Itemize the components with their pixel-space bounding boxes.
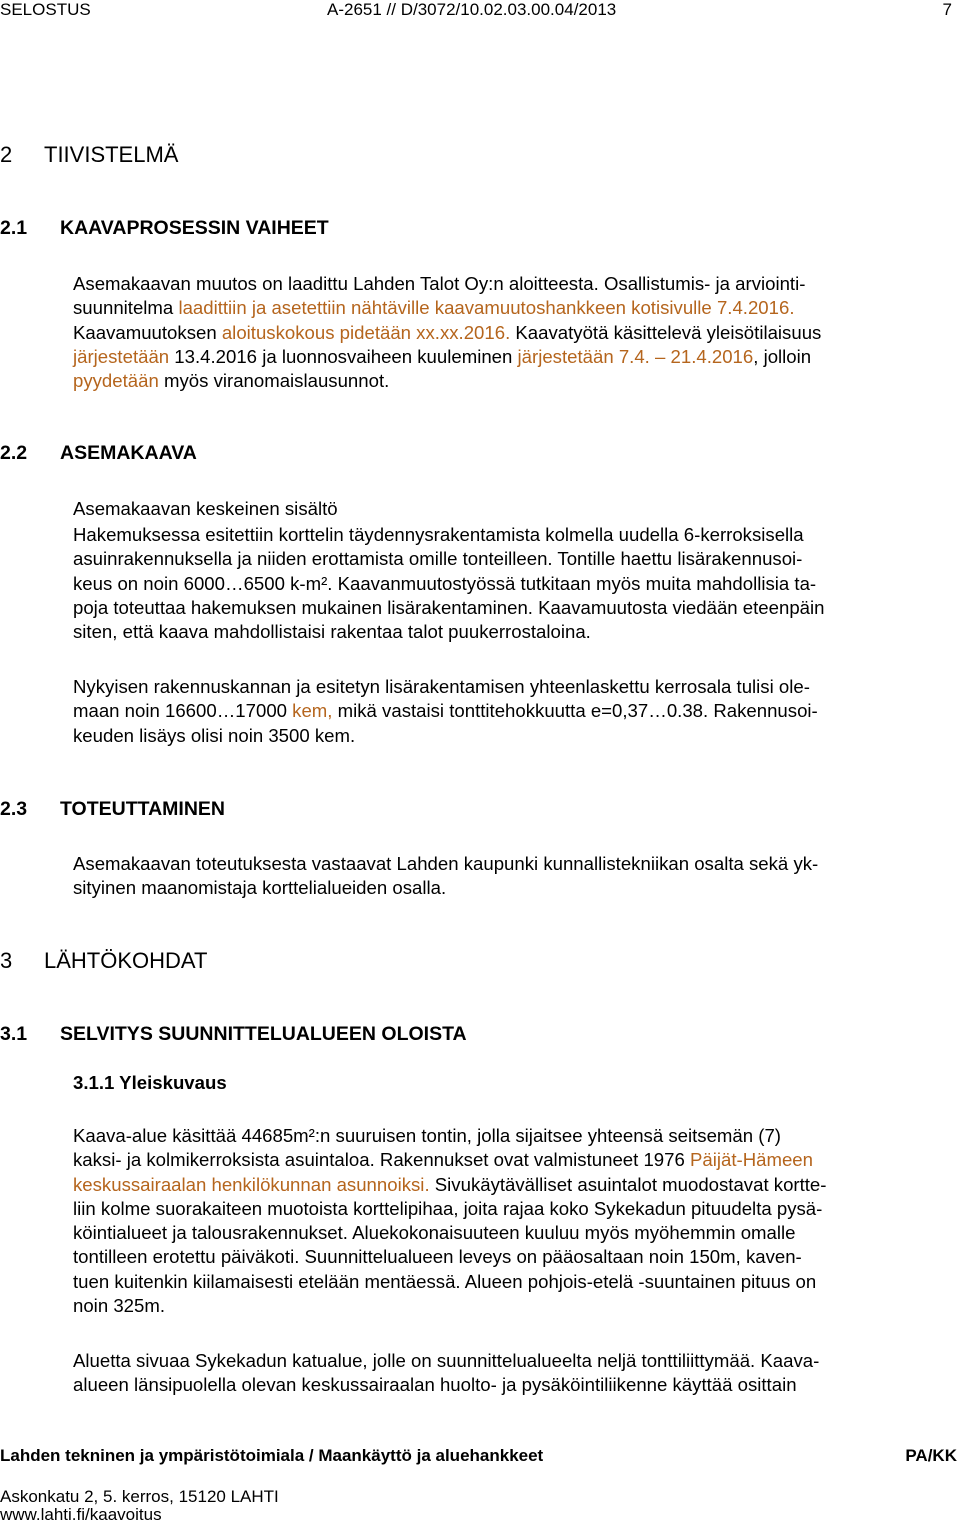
paragraph-yleiskuvaus xyxy=(73,1124,826,1318)
text-line: tuen kuitenkin kiilamaisesti etelään mentäessä. Alueen pohjois-etelä -suuntainen pituus on xyxy=(73,1270,817,1292)
footer-initials: PA/KK xyxy=(905,1446,957,1465)
text-line: keskussairaalan henkilökunnan asunnoiksi. Sivukäytävälliset asuintalot muodostavat kortte- xyxy=(73,1173,827,1195)
section-heading-2-1: 2.1 KAAVAPROSESSIN VAIHEET xyxy=(0,217,329,239)
text-line: asuinrakennuksella ja niiden erottamista omille tonteilleen. Tontille haettu lisärakennusoi- xyxy=(73,548,803,570)
text-line: suunnitelma laadittiin ja asetettiin nähtäville kaavamuutoshankkeen kotisivulle 7.4.2016. xyxy=(73,297,795,319)
paragraph-sykekatu xyxy=(73,1349,819,1398)
section-title: TOTEUTTAMINEN xyxy=(60,798,226,820)
section-title: KAAVAPROSESSIN VAIHEET xyxy=(60,217,329,239)
text-line: tontilleen erotettu päiväkoti. Suunnittelualueen leveys on pääosaltaan noin 150m, kaven- xyxy=(73,1246,802,1268)
text-line: Aluetta sivuaa Sykekadun katualue, jolle on suunnittelualueelta neljä tonttiliittymää. Kaava- xyxy=(73,1350,820,1371)
section-heading-3: 3 LÄHTÖKOHDAT xyxy=(0,948,208,973)
text-line: Hakemuksessa esitettiin korttelin täydennysrakentamista kolmella uudella 6-kerroksisella xyxy=(73,524,804,545)
text-line: Kaava-alue käsittää 44685m²:n suuruisen tontin, jolla sijaitsee yhteensä seitsemän (7) xyxy=(73,1125,781,1146)
header-doc-type: SELOSTUS xyxy=(0,0,91,19)
text-line: noin 325m. xyxy=(73,1295,165,1317)
section-title: SELVITYS SUUNNITTELUALUEEN OLOISTA xyxy=(60,1023,467,1045)
footer-website-link[interactable]: www.lahti.fi/kaavoitus xyxy=(0,1505,162,1524)
paragraph-kaavaprosessi xyxy=(73,272,821,393)
section-heading-2-3: 2.3 TOTEUTTAMINEN xyxy=(0,798,226,820)
subheading-keskeinen-sisalto: Asemakaavan keskeinen sisältö xyxy=(73,498,338,519)
text-line: pyydetään myös viranomaislausunnot. xyxy=(73,370,390,392)
section-title: ASEMAKAAVA xyxy=(60,442,197,464)
footer-organization: Lahden tekninen ja ympäristötoimiala / Maankäyttö ja aluehankkeet xyxy=(0,1446,544,1465)
paragraph-hakemus xyxy=(73,523,824,644)
text-line: Asemakaavan muutos on laadittu Lahden Talot Oy:n aloitteesta. Osallistumis- ja arviointi- xyxy=(73,273,806,294)
text-line: Kaavamuutoksen aloituskokous pidetään xx.xx.2016. Kaavatyötä käsittelevä yleisötilaisuus xyxy=(73,321,822,343)
text-line: järjestetään 13.4.2016 ja luonnosvaiheen kuuleminen järjestetään 7.4. – 21.4.2016, jolloin xyxy=(73,345,812,367)
text-line: siten, että kaava mahdollistaisi rakentaa talot puukerrostaloina. xyxy=(73,621,591,643)
header-page-number: 7 xyxy=(942,0,952,19)
text-line: Asemakaavan toteutuksesta vastaavat Lahden kaupunki kunnallistekniikan osalta sekä yk- xyxy=(73,853,819,874)
text-line: sityinen maanomistaja korttelialueiden osalla. xyxy=(73,877,447,899)
text-line: Nykyisen rakennuskannan ja esitetyn lisärakentamisen yhteenlaskettu kerrosala tulisi ole- xyxy=(73,676,810,697)
text-line: kaksi- ja kolmikerroksista asuintaloa. Rakennukset ovat valmistuneet 1976 Päijät-Hämeen xyxy=(73,1149,813,1171)
text-line: liin kolme suorakaiteen muotoista korttelipihaa, joita rajaa koko Sykekadun pituudelta pysä- xyxy=(73,1197,823,1219)
text-line: keus on noin 6000…6500 k-m². Kaavanmuutostyössä tutkitaan myös muita mahdollisia ta- xyxy=(73,572,817,594)
section-title: LÄHTÖKOHDAT xyxy=(44,948,208,973)
text-line: alueen länsipuolella olevan keskussairaalan huolto- ja pysäköintiliikenne käyttää osittain xyxy=(73,1374,797,1396)
header-doc-reference: A-2651 // D/3072/10.02.03.00.04/2013 xyxy=(327,0,617,19)
section-heading-3-1: 3.1 SELVITYS SUUNNITTELUALUEEN OLOISTA xyxy=(0,1023,467,1045)
section-heading-2: 2 TIIVISTELMÄ xyxy=(0,142,179,167)
subsection-heading-3-1-1: 3.1.1 Yleiskuvaus xyxy=(73,1072,227,1093)
section-heading-2-2: 2.2 ASEMAKAAVA xyxy=(0,442,197,464)
text-line: köintialueet ja talousrakennukset. Aluekokonaisuuteen kuuluu myös myöhemmin omalle xyxy=(73,1222,796,1244)
text-line: keuden lisäys olisi noin 3500 kem. xyxy=(73,724,356,746)
section-title: TIIVISTELMÄ xyxy=(44,142,179,167)
text-line: poja toteuttaa hakemuksen mukainen lisärakentaminen. Kaavamuutosta viedään eteenpäin xyxy=(73,596,825,618)
footer-address: Askonkatu 2, 5. kerros, 15120 LAHTI xyxy=(0,1487,279,1506)
paragraph-kerrosala xyxy=(73,675,818,748)
text-line: maan noin 16600…17000 kem, mikä vastaisi tonttitehokkuutta e=0,37…0.38. Rakennusoi- xyxy=(73,700,818,722)
paragraph-toteutus xyxy=(73,852,818,901)
